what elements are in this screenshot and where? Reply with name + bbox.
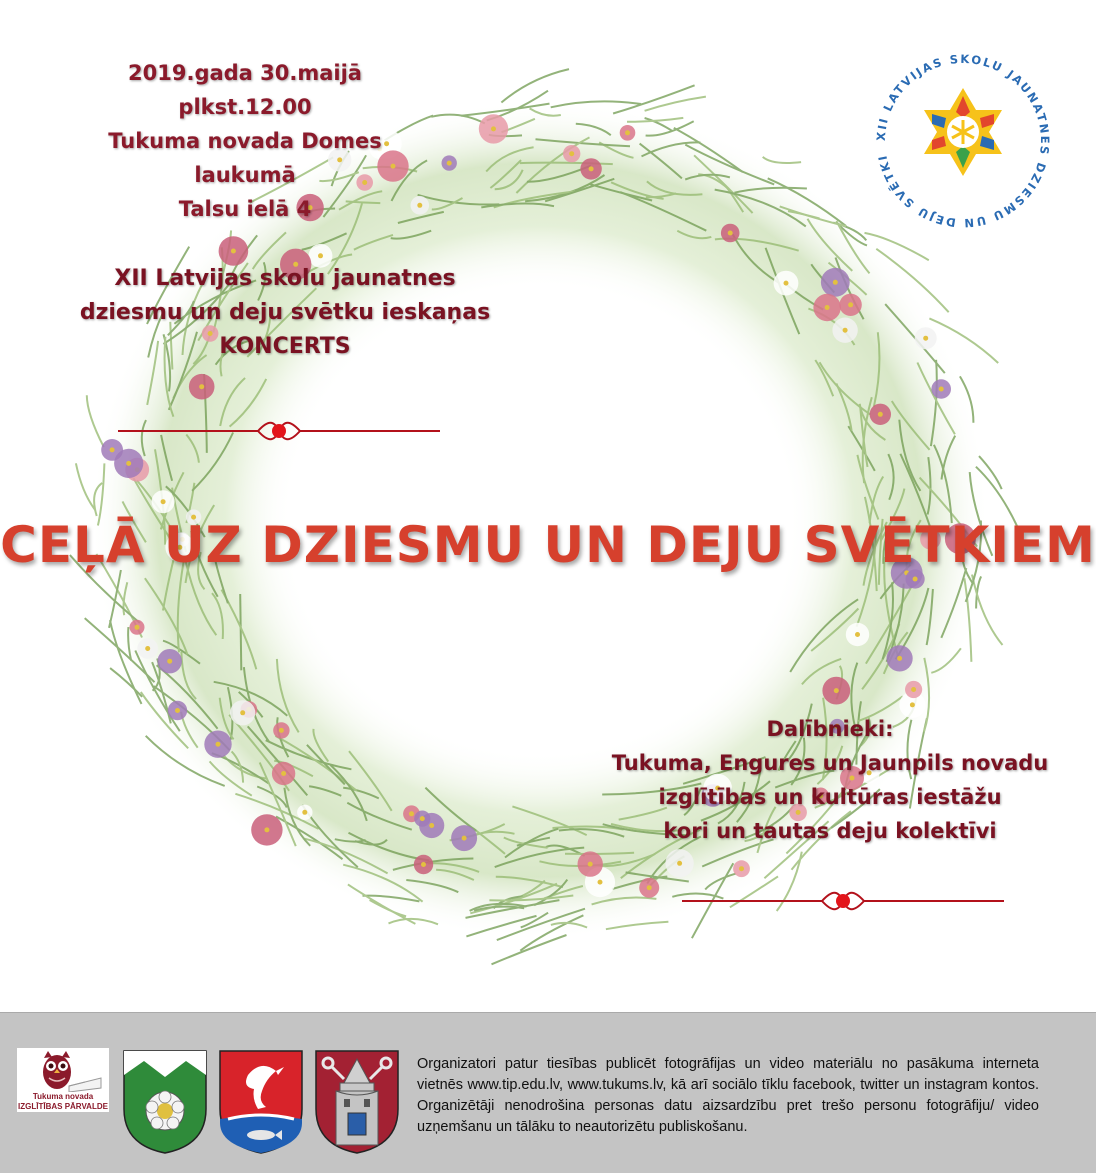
wreath-flower-center [135, 625, 140, 630]
wreath-flower-center [420, 816, 425, 821]
wreath-flower-center [462, 836, 467, 841]
izglitibas-parvalde-logo [17, 1048, 109, 1112]
wreath-flower-center [843, 328, 848, 333]
event-address: Talsu ielā 4 [178, 197, 312, 221]
wreath-flower-center [264, 827, 269, 832]
wreath-flower-center [161, 499, 166, 504]
concert-line-3: KONCERTS [219, 334, 351, 359]
wreath-flower-center [913, 577, 918, 582]
participants [590, 712, 1070, 848]
event-info [70, 56, 420, 226]
wreath-flower-center [728, 231, 733, 236]
concert-line-1: XII Latvijas skolu jaunatnes [114, 266, 456, 291]
wreath-flower-center [231, 249, 236, 254]
jaunpils-coat-of-arms-icon [314, 1049, 400, 1155]
wreath-flower-center [175, 708, 180, 713]
wreath-flower-center [647, 885, 652, 890]
wreath-flower-center [302, 810, 307, 815]
wreath-flower-center [110, 447, 115, 452]
grass-stroke [240, 594, 241, 670]
wreath-flower-center [240, 710, 245, 715]
wreath-flower-center [167, 659, 172, 664]
sun-star-icon [924, 88, 1002, 176]
engure-coat-of-arms-icon [218, 1049, 304, 1155]
wreath-flower-center [878, 412, 883, 417]
grass-stroke [645, 97, 706, 111]
wreath-flower-center [126, 461, 131, 466]
festival-logo [870, 48, 1056, 234]
footer [0, 1012, 1096, 1173]
wreath-flower-center [279, 728, 284, 733]
wreath-flower-center [833, 280, 838, 285]
concert-line-2: dziesmu un deju svētku ieskaņas [79, 300, 491, 325]
main-title: CEĻĀ UZ DZIESMU UN DEJU SVĒTKIEM [0, 516, 1096, 574]
wreath-flower-center [447, 161, 452, 166]
ornament-divider [118, 418, 440, 444]
wreath-flower-center [677, 861, 682, 866]
event-date: 2019.gada 30.maijā [128, 61, 362, 85]
wreath-flower-center [216, 742, 221, 747]
event-place: Tukuma novada Domes laukumā [108, 129, 382, 187]
wreath-flower-center [491, 126, 496, 131]
wreath-flower-center [589, 166, 594, 171]
festival-ring-text: XII LATVIJAS SKOLU JAUNATNES DZIESMU UN DEJU SVĒTKI [873, 51, 1053, 231]
event-time: plkst.12.00 [178, 95, 312, 119]
wreath-flower-center [897, 656, 902, 661]
wreath-flower-center [281, 771, 286, 776]
wreath-flower-center [318, 253, 323, 258]
participants-heading: Dalībnieki: [766, 717, 894, 741]
wreath-flower-center [825, 305, 830, 310]
owl-logo-line-1: Tukuma novada [32, 1092, 94, 1101]
participants-line-2: izglītības un kultūras iestāžu [658, 785, 1002, 809]
wreath-flower-center [834, 688, 839, 693]
participants-line-1: Tukuma, Engures un Jaunpils novadu [611, 751, 1049, 775]
wreath-flower-center [598, 880, 603, 885]
grass-stroke [501, 69, 569, 102]
wreath-flower-center [848, 302, 853, 307]
wreath-flower-center [421, 862, 426, 867]
wreath-flower-center [739, 866, 744, 871]
wreath-flower-center [784, 281, 789, 286]
ornament-divider-bottom [682, 888, 1004, 914]
participants-line-3: kori un tautas deju kolektīvi [663, 819, 997, 843]
wreath-flower-center [910, 702, 915, 707]
wreath-flower-center [409, 811, 414, 816]
wreath-flower-center [588, 862, 593, 867]
wreath-flower-center [145, 646, 150, 651]
tukums-coat-of-arms-icon [122, 1049, 208, 1155]
disclaimer-text: Organizatori patur tiesības publicēt fotogrāfijas un video materiālu no pasākuma interneta vietnēs www.tip.edu.lv, www.tukums.lv, kā arī sociālo tīklu facebook, twitter un instagram kontos. Organizētāji nenodrošina personas datu aizsardzību pret trešo personu fotogrāfiju/ video uzņemšanu un tālāku to neautorizētu publiskošanu. [417, 1056, 1039, 1135]
owl-icon [17, 1048, 109, 1092]
grass-stroke [613, 85, 695, 113]
wreath-flower-center [625, 130, 630, 135]
wreath-flower-center [429, 823, 434, 828]
wreath-flower-center [199, 384, 204, 389]
concert-info [40, 262, 530, 364]
wreath-flower-center [569, 151, 574, 156]
wreath-flower-center [911, 687, 916, 692]
wreath-flower-center [939, 387, 944, 392]
grass-stroke [565, 853, 634, 854]
wreath-flower-center [923, 336, 928, 341]
owl-logo-line-2: IZGLĪTĪBAS PĀRVALDE [18, 1102, 108, 1111]
wreath-flower-center [855, 632, 860, 637]
